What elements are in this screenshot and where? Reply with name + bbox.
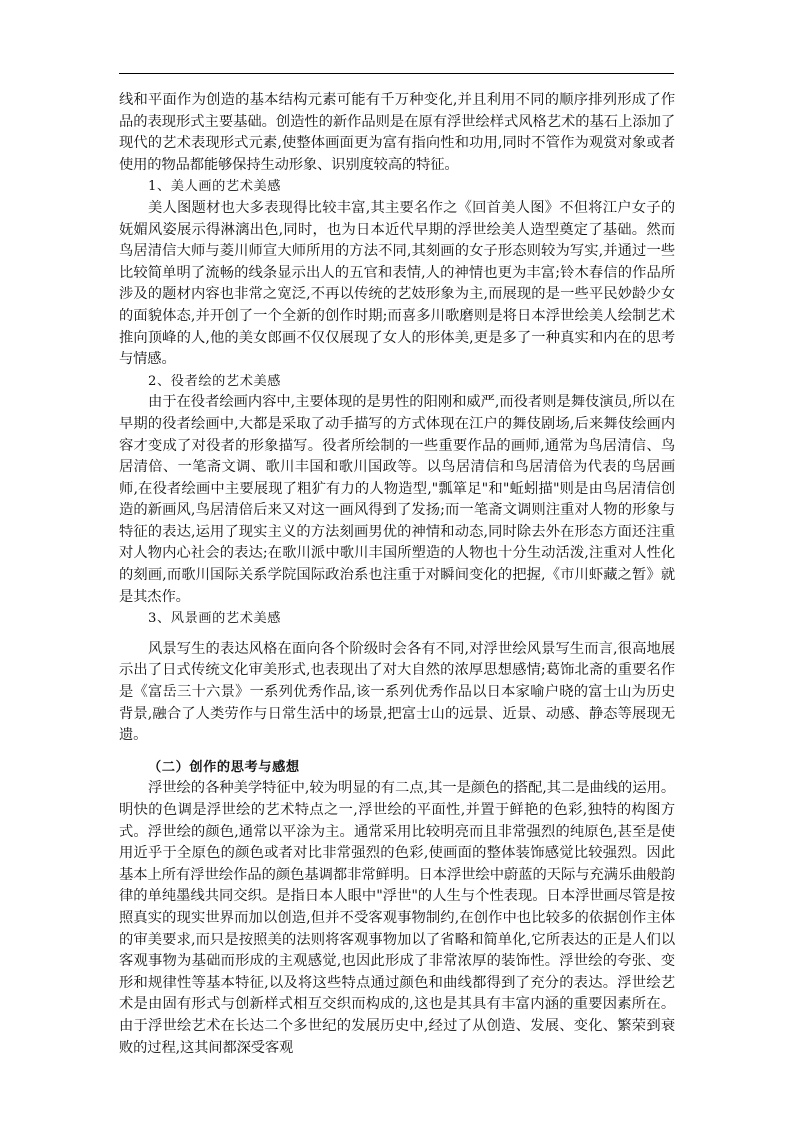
header-rule <box>119 73 674 74</box>
subsection-body-landscape: 风景写生的表达风格在面向各个阶级时会各有不同,对浮世绘风景写生而言,很高地展示出了日式传统文化审美形式,也表现出了对大自然的浓厚思想感情;葛饰北斋的重要名作是《富岳三十六景》一系列优秀作品,该一系列优秀作品以日本家喻户晓的富士山为历史背景,融合了人类劳作与日常生活中的场景,把富士山的远景、近景、动感、静态等展现无遗。 <box>119 640 675 744</box>
subsection-heading-landscape: 3、风景画的艺术美感 <box>148 611 282 627</box>
document-body <box>119 90 675 1059</box>
section-heading-reflection: （二）创作的思考与感想 <box>148 759 300 775</box>
section-body-reflection: 浮世绘的各种美学特征中,较为明显的有二点,其一是颜色的搭配,其二是曲线的运用。明快的色调是浮世绘的艺术特点之一,浮世绘的平面性,并置于鲜艳的色彩,独特的构图方式。浮世绘的颜色,通常以平涂为主。通常采用比较明亮而且非常强烈的纯原色,甚至是使用近乎于全原色的颜色或者对比非常强烈的色彩,使画面的整体装饰感觉比较强烈。因此基本上所有浮世绘作品的颜色基调都非常鲜明。日本浮世绘中蔚蓝的天际与充满乐曲般韵律的单纯墨线共同交织。是指日本人眼中"浮世"的人生与个性表现。日本浮世画尽管是按照真实的现实世界而加以创造,但并不受客观事物制约,在创作中也比较多的依据创作主体的审美要求,而只是按照美的法则将客观事物加以了省略和简单化,它所表达的正是人们以客观事物为基础而形成的主观感觉,也因此形成了非常浓厚的装饰性。浮世绘的夸张、变形和规律性等基本特征,以及将这些特点通过颜色和曲线都得到了充分的表达。浮世绘艺术是由固有形式与创新样式相互交织而构成的,这也是其具有丰富内涵的重要因素所在。由于浮世绘艺术在长达二个多世纪的发展历史中,经过了从创造、发展、变化、繁荣到衰败的过程,这其间都深受客观 <box>119 780 675 1056</box>
subsection-heading-actor: 2、役者绘的艺术美感 <box>148 373 282 389</box>
intro-paragraph: 线和平面作为创造的基本结构元素可能有千万种变化,并且利用不同的顺序排列形成了作品的表现形式主要基础。创造性的新作品则是在原有浮世绘样式风格艺术的基石上添加了现代的艺术表现形式元素,使整体画面更为富有指向性和功用,同时不管作为观赏对象或者使用的物品都能够保持生动形象、识别度较高的特征。 <box>119 92 675 173</box>
subsection-heading-beauty: 1、美人画的艺术美感 <box>148 179 282 195</box>
subsection-body-actor: 由于在役者绘画内容中,主要体现的是男性的阳刚和威严,而役者则是舞伎演员,所以在早期的役者绘画中,大都是采取了动手描写的方式体现在江户的舞伎剧场,后来舞伎绘画内容才变成了对役者的形象描写。役者所绘制的一些重要作品的画师,通常为鸟居清信、鸟居清倍、一笔斋文调、歌川丰国和歌川国政等。以鸟居清信和鸟居清倍为代表的鸟居画师,在役者绘画中主要展现了粗犷有力的人物造型,"瓢箪足"和"蚯蚓描"则是由鸟居清信创造的新画风,鸟居清倍后来又对这一画风得到了发扬;而一笔斋文调则注重对人物的形象与特征的表达,运用了现实主义的方法刻画男优的神情和动态,同时除去外在形态方面还注重对人物内心社会的表达;在歌川派中歌川丰国所塑造的人物也十分生动活泼,注重对人性化的刻画,而歌川国际关系学院国际政治系也注重于对瞬间变化的把握,《市川虾藏之暂》就是其杰作。 <box>119 394 675 605</box>
subsection-body-beauty: 美人图题材也大多表现得比较丰富,其主要名作之《回首美人图》不但将江户女子的妩媚风姿展示得淋漓出色,同时，也为日本近代早期的浮世绘美人造型奠定了基础。然而鸟居清信大师与菱川师宣大师所用的方法不同,其刻画的女子形态则较为写实,并通过一些比较简单明了流畅的线条显示出人的五官和表情,人的神情也更为丰富;铃木春信的作品所涉及的题材内容也非常之宽泛,不再以传统的艺妓形象为主,而展现的是一些平民妙龄少女的面貌体态,并开创了一个全新的创作时期;而喜多川歌磨则是将日本浮世绘美人绘制艺术推向顶峰的人,他的美女郎画不仅仅展现了女人的形体美,更是多了一种真实和内在的思考与情感。 <box>119 199 675 368</box>
